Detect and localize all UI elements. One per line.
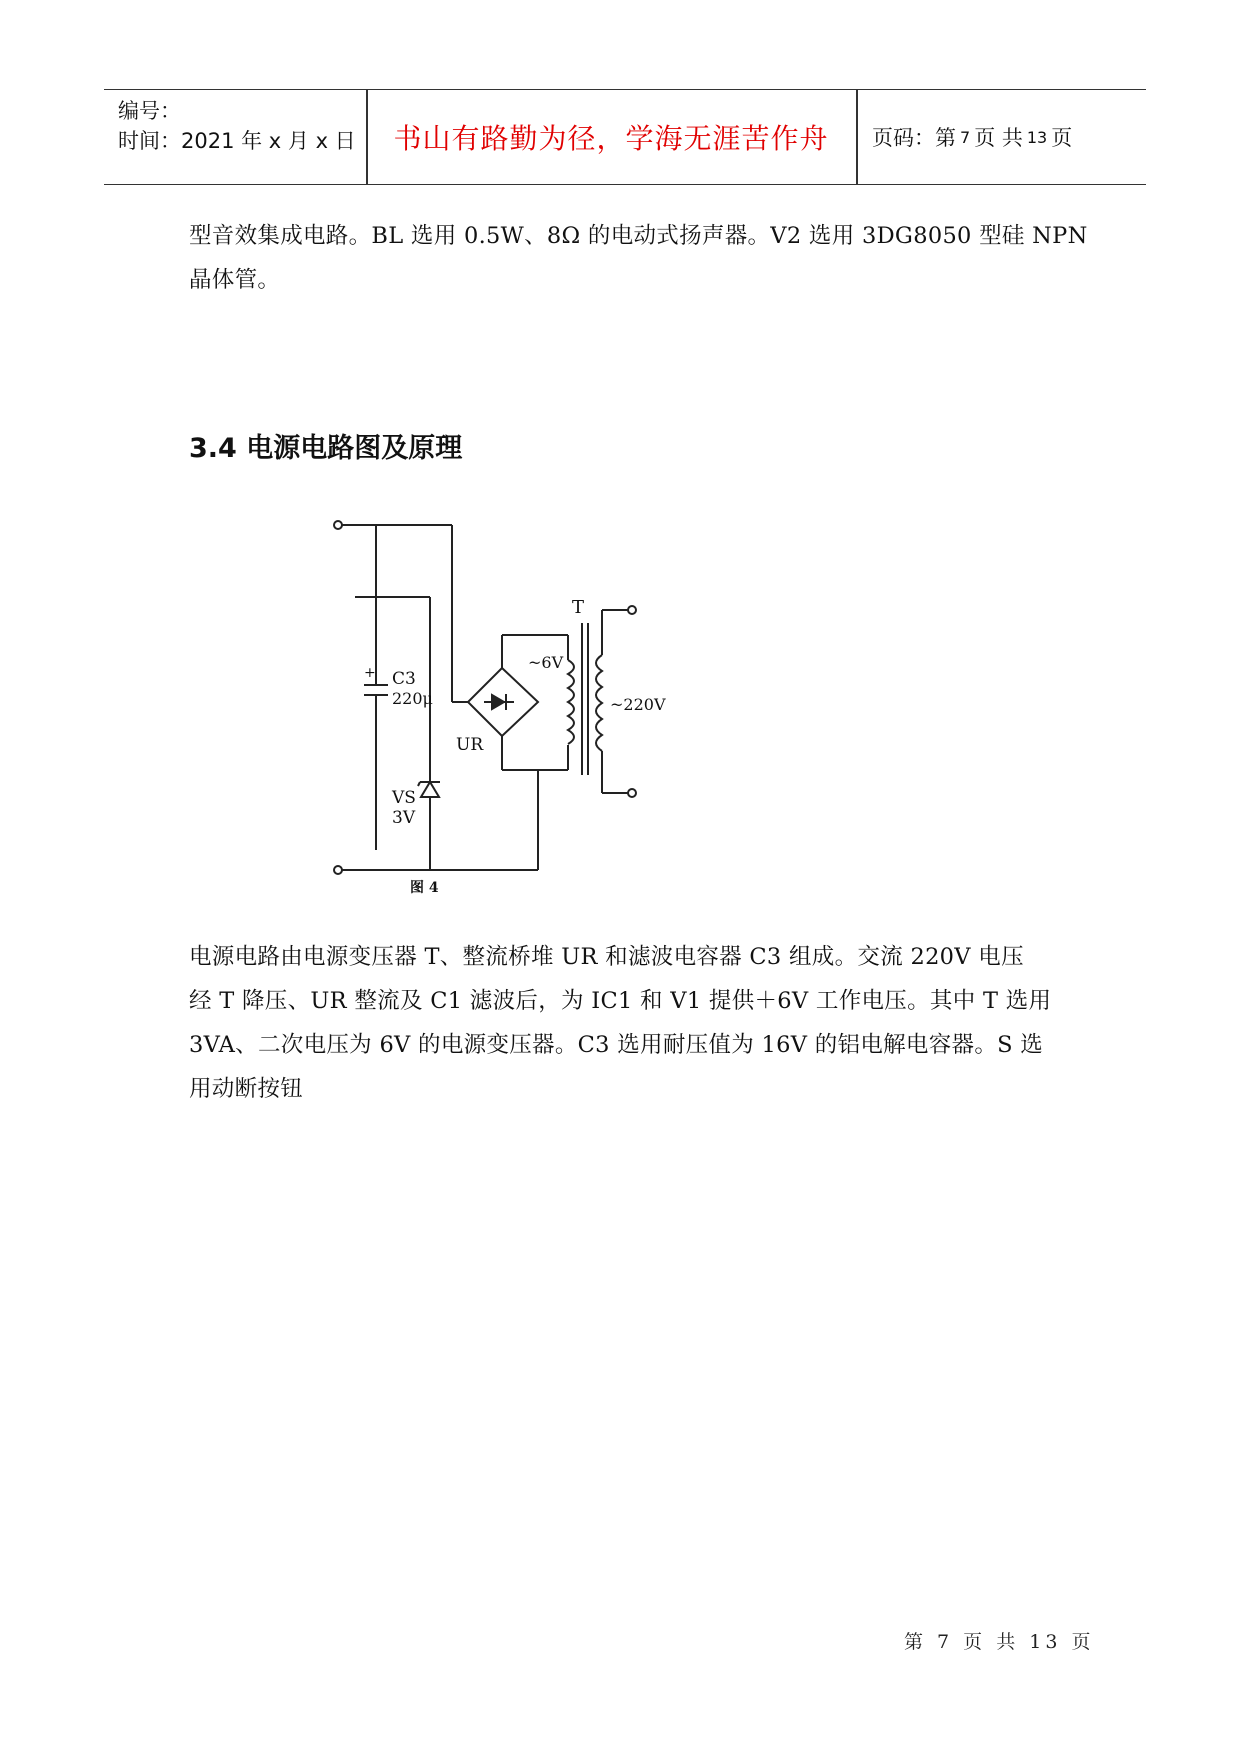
transformer-label: T <box>572 597 585 618</box>
paragraph-line: 用动断按钮 <box>189 1076 304 1102</box>
header-motto: 书山有路勤为径，学海无涯苦作舟 <box>393 122 829 155</box>
page-prefix: 页码：第 <box>872 126 956 150</box>
header-page-info <box>872 90 1072 184</box>
page-mid: 页 共 <box>974 126 1023 150</box>
page-footer: 第 7 页 共 13 页 <box>904 1631 1095 1653</box>
paragraph-line: 电源电路由电源变压器 T、整流桥堆 UR 和滤波电容器 C3 组成。交流 220V 电压 <box>189 944 1024 970</box>
header-meta <box>118 96 356 156</box>
paragraph-line: 晶体管。 <box>189 267 281 293</box>
page-total: 13 <box>1026 127 1048 147</box>
page-current: 7 <box>960 127 971 147</box>
primary-voltage-label: ~220V <box>610 695 666 714</box>
page-header <box>104 89 1146 185</box>
capacitor-plus-label: + <box>364 665 376 681</box>
bridge-label: UR <box>456 735 484 755</box>
page-suffix: 页 <box>1051 126 1073 150</box>
section-title: 3.4 电源电路图及原理 <box>189 433 463 464</box>
description-paragraph <box>189 935 1069 1111</box>
paragraph-line: 3VA、二次电压为 6V 的电源变压器。C3 选用耐压值为 16V 的铝电解电容器。S 选 <box>189 1032 1044 1058</box>
capacitor-name-label: C3 <box>392 669 416 689</box>
document-number-label: 编号： <box>118 99 181 123</box>
intro-paragraph <box>189 214 1088 302</box>
document-time-label: 时间：2021 年 x 月 x 日 <box>118 129 356 153</box>
zener-value-label: 3V <box>392 808 416 828</box>
secondary-voltage-label: ~6V <box>528 653 564 672</box>
capacitor-value-label: 220μ <box>392 689 433 708</box>
figure-caption: 图 4 <box>410 880 439 896</box>
paragraph-line: 型音效集成电路。BL 选用 0.5W、8Ω 的电动式扬声器。V2 选用 3DG8050 型硅 NPN <box>189 223 1088 249</box>
paragraph-line: 经 T 降压、UR 整流及 C1 滤波后，为 IC1 和 V1 提供＋6V 工作电压。其中 T 选用 <box>189 988 1052 1014</box>
power-circuit-figure <box>320 505 680 905</box>
header-divider <box>856 90 858 184</box>
zener-name-label: VS <box>392 788 416 808</box>
